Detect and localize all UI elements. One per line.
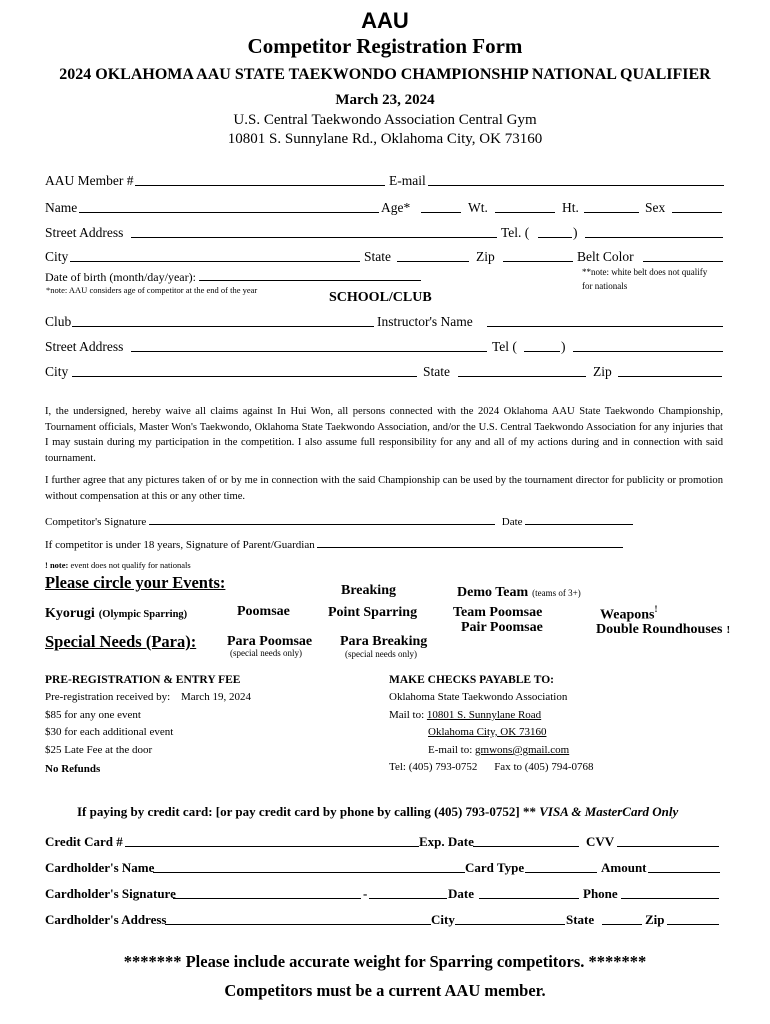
school-street-field[interactable]: [131, 339, 487, 352]
credit-intro-cards: VISA & MasterCard Only: [539, 804, 679, 819]
events-note-text: event does not qualify for nationals: [70, 560, 191, 570]
credit-intro: [77, 804, 678, 820]
guardian-signature-label: If competitor is under 18 years, Signature of Parent/Guardian: [45, 539, 315, 551]
events-note: [45, 560, 191, 570]
fees-received-row: [45, 689, 251, 707]
contact-tel: Tel: (405) 793-0752: [389, 761, 478, 773]
cvv-field[interactable]: [617, 834, 719, 847]
event-breaking[interactable]: Breaking: [341, 583, 396, 598]
school-city-label: City: [45, 364, 69, 379]
cvv-label: CVV: [586, 834, 615, 849]
credit-card-field[interactable]: [125, 834, 419, 847]
wt-label: Wt.: [468, 200, 488, 215]
weapons-label: Weapons: [600, 607, 655, 623]
no-refunds: No Refunds: [45, 763, 101, 775]
email-to-link[interactable]: gmwons@gmail.com: [475, 744, 570, 756]
event-kyorugi[interactable]: [45, 604, 187, 622]
tel-field[interactable]: [585, 225, 723, 238]
fees-received-date: March 19, 2024: [180, 691, 251, 703]
school-tel-label: Tel (: [492, 339, 517, 354]
competitor-signature-label: Competitor's Signature: [45, 516, 147, 528]
mail-to-label: Mail to:: [389, 709, 425, 721]
age-label: Age*: [381, 200, 411, 215]
school-heading: SCHOOL/CLUB: [329, 290, 432, 305]
sex-field[interactable]: [672, 200, 722, 213]
school-state-label: State: [423, 364, 450, 379]
row-cardholder-signature: [45, 886, 724, 904]
fee-late: $25 Late Fee at the door: [45, 744, 153, 756]
belt-label: Belt Color: [577, 249, 634, 264]
fee-one-event: $85 for any one event: [45, 709, 141, 721]
tel-close: ): [573, 225, 578, 240]
row-city: [45, 249, 724, 267]
city-field[interactable]: [70, 249, 360, 262]
fee-additional: $30 for each additional event: [45, 726, 174, 738]
dob-row: [45, 268, 421, 285]
state-label: State: [364, 249, 391, 264]
form-title: Competitor Registration Form: [247, 34, 523, 58]
row-school-city: [45, 364, 724, 382]
double-roundhouses-label: Double Roundhouses: [596, 622, 723, 637]
aau-member-field[interactable]: [135, 173, 385, 186]
row-cardholder-address: [45, 912, 724, 930]
org-title: AAU: [361, 8, 409, 33]
instructor-field[interactable]: [487, 314, 723, 327]
card-type-label: Card Type: [465, 860, 525, 875]
cardholder-name-field[interactable]: [153, 860, 465, 873]
cardholder-signature-field[interactable]: [173, 886, 361, 899]
cardholder-zip-label: Zip: [645, 912, 665, 927]
para-breaking-note: (special needs only): [345, 649, 417, 659]
school-tel-close: ): [561, 339, 566, 354]
belt-note-2: for nationals: [582, 281, 628, 291]
event-pair-poomsae[interactable]: Pair Poomsae: [461, 620, 543, 635]
row-school-street: [45, 339, 724, 357]
tel-area-field[interactable]: [538, 225, 572, 238]
signature-date-label: Date: [501, 516, 523, 528]
dob-field[interactable]: [199, 268, 421, 281]
exp-date-field[interactable]: [473, 834, 579, 847]
belt-field[interactable]: [643, 249, 723, 262]
belt-note-1: **note: white belt does not qualify: [582, 267, 708, 277]
aau-member-label: AAU Member #: [45, 173, 134, 188]
row-cardholder-name: [45, 860, 724, 878]
event-date: March 23, 2024: [335, 92, 435, 108]
payable-heading: MAKE CHECKS PAYABLE TO:: [389, 674, 554, 686]
exp-date-label: Exp. Date: [419, 834, 474, 849]
school-tel-area-field[interactable]: [524, 339, 560, 352]
street-field[interactable]: [131, 225, 497, 238]
event-para-breaking[interactable]: Para Breaking: [340, 634, 428, 649]
school-zip-label: Zip: [593, 364, 612, 379]
fees-received-label: Pre-registration received by:: [45, 691, 171, 703]
zip-field[interactable]: [503, 249, 573, 262]
tel-label: Tel. (: [501, 225, 530, 240]
cardholder-zip-field[interactable]: [667, 912, 719, 925]
event-poomsae[interactable]: Poomsae: [237, 604, 290, 619]
email-to-label: E-mail to:: [428, 744, 473, 756]
school-zip-field[interactable]: [618, 364, 722, 377]
email-field[interactable]: [428, 173, 724, 186]
signature-dash: -: [363, 886, 368, 901]
ht-field[interactable]: [584, 200, 639, 213]
school-city-field[interactable]: [72, 364, 417, 377]
event-para-poomsae[interactable]: Para Poomsae: [227, 634, 313, 649]
school-tel-field[interactable]: [573, 339, 723, 352]
publicity-paragraph: I further agree that any pictures taken of or by me in connection with the said Championship can be used by the tournament director for publicity or promotion without compensation at this or any other time.: [45, 475, 723, 502]
row-club: [45, 314, 724, 332]
venue-address: 10801 S. Sunnylane Rd., Oklahoma City, OK 73160: [227, 131, 543, 147]
name-field[interactable]: [79, 200, 379, 213]
instructor-label: Instructor's Name: [377, 314, 473, 329]
contact-fax: Fax to (405) 794-0768: [494, 761, 594, 773]
fees-heading: PRE-REGISTRATION & ENTRY FEE: [45, 674, 241, 686]
competitor-signature-field[interactable]: [149, 512, 495, 525]
waiver-paragraph: I, the undersigned, hereby waive all claims against In Hui Won, all persons connected with the 2024 Oklahoma AAU State Taekwondo Championship, Tournament officials, Master Won's Taekwondo, Oklahoma State Taekwondo Association, and/or the U.S. Central Taekwondo Association for any injuries that I may sustain during my participation in the competition. I also assume full responsibility for any and all of my actions during and in connection with said tournament.: [45, 406, 723, 464]
special-needs-heading: Special Needs (Para):: [45, 632, 197, 651]
club-label: Club: [45, 314, 72, 329]
venue: U.S. Central Taekwondo Association Central Gym: [233, 112, 537, 128]
school-state-field[interactable]: [458, 364, 586, 377]
row-member-email: [45, 173, 724, 191]
membership-notice: Competitors must be a current AAU member.: [224, 981, 546, 1000]
dob-label: Date of birth (month/day/year):: [45, 270, 196, 284]
mail-to-row: [389, 707, 541, 725]
amount-field[interactable]: [648, 860, 720, 873]
state-field[interactable]: [397, 249, 469, 262]
guardian-signature-row: [45, 535, 623, 551]
cardholder-state-label: State: [566, 912, 595, 927]
event-title: 2024 OKLAHOMA AAU STATE TAEKWONDO CHAMPIONSHIP NATIONAL QUALIFIER: [59, 66, 711, 83]
amount-label: Amount: [601, 860, 647, 875]
cardholder-address-label: Cardholder's Address: [45, 912, 167, 927]
signature-date-field[interactable]: [525, 512, 633, 525]
weight-notice: ******* Please include accurate weight for Sparring competitors. *******: [123, 952, 647, 971]
demo-team-note: (teams of 3+): [532, 588, 581, 598]
row-name: [45, 200, 724, 218]
weapons-excl: !: [654, 604, 658, 614]
competitor-signature-row: [45, 512, 633, 528]
cardholder-date-field[interactable]: [479, 886, 579, 899]
row-credit-card: [45, 834, 724, 852]
cardholder-signature-label: Cardholder's Signature: [45, 886, 176, 901]
name-label: Name: [45, 200, 78, 215]
cardholder-city-label: City: [431, 912, 455, 927]
zip-label: Zip: [476, 249, 495, 264]
guardian-signature-field[interactable]: [317, 535, 623, 548]
club-field[interactable]: [72, 314, 374, 327]
mail-to-line1: 10801 S. Sunnylane Road: [426, 709, 542, 721]
cardholder-signature-field-2[interactable]: [369, 886, 447, 899]
email-to-row: [428, 742, 569, 760]
events-note-prefix: ! note:: [45, 560, 69, 570]
phone-field[interactable]: [621, 886, 719, 899]
city-label: City: [45, 249, 69, 264]
credit-intro-text: If paying by credit card: [or pay credit card by phone by calling (405) 793-0752] **: [77, 804, 536, 819]
event-double-roundhouses[interactable]: [596, 620, 730, 638]
contact-row: [389, 759, 593, 777]
school-street-label: Street Address: [45, 339, 124, 354]
cardholder-city-field[interactable]: [455, 912, 565, 925]
event-team-poomsae[interactable]: Team Poomsae: [453, 605, 543, 620]
cardholder-date-label: Date: [448, 886, 474, 901]
card-type-field[interactable]: [525, 860, 597, 873]
age-note: *note: AAU considers age of competitor at the end of the year: [46, 285, 258, 295]
cardholder-name-label: Cardholder's Name: [45, 860, 155, 875]
credit-card-label: Credit Card #: [45, 834, 123, 849]
row-street: [45, 225, 724, 243]
email-label: E-mail: [389, 173, 426, 188]
kyorugi-note: (Olympic Sparring): [98, 609, 188, 620]
events-heading: Please circle your Events:: [45, 573, 226, 592]
wt-field[interactable]: [495, 200, 555, 213]
kyorugi-label: Kyorugi: [45, 606, 95, 621]
sex-label: Sex: [645, 200, 666, 215]
payable-org: Oklahoma State Taekwondo Association: [389, 691, 568, 703]
mail-to-line2: Oklahoma City, OK 73160: [428, 726, 547, 738]
ht-label: Ht.: [562, 200, 579, 215]
age-field[interactable]: [421, 200, 461, 213]
demo-team-label: Demo Team: [457, 585, 529, 600]
phone-label: Phone: [583, 886, 618, 901]
double-roundhouses-excl: !: [726, 624, 731, 636]
cardholder-address-field[interactable]: [165, 912, 431, 925]
street-label: Street Address: [45, 225, 124, 240]
event-point-sparring[interactable]: Point Sparring: [328, 605, 418, 620]
para-poomsae-note: (special needs only): [230, 648, 302, 658]
cardholder-state-field[interactable]: [602, 912, 642, 925]
event-demo-team[interactable]: [457, 583, 581, 601]
